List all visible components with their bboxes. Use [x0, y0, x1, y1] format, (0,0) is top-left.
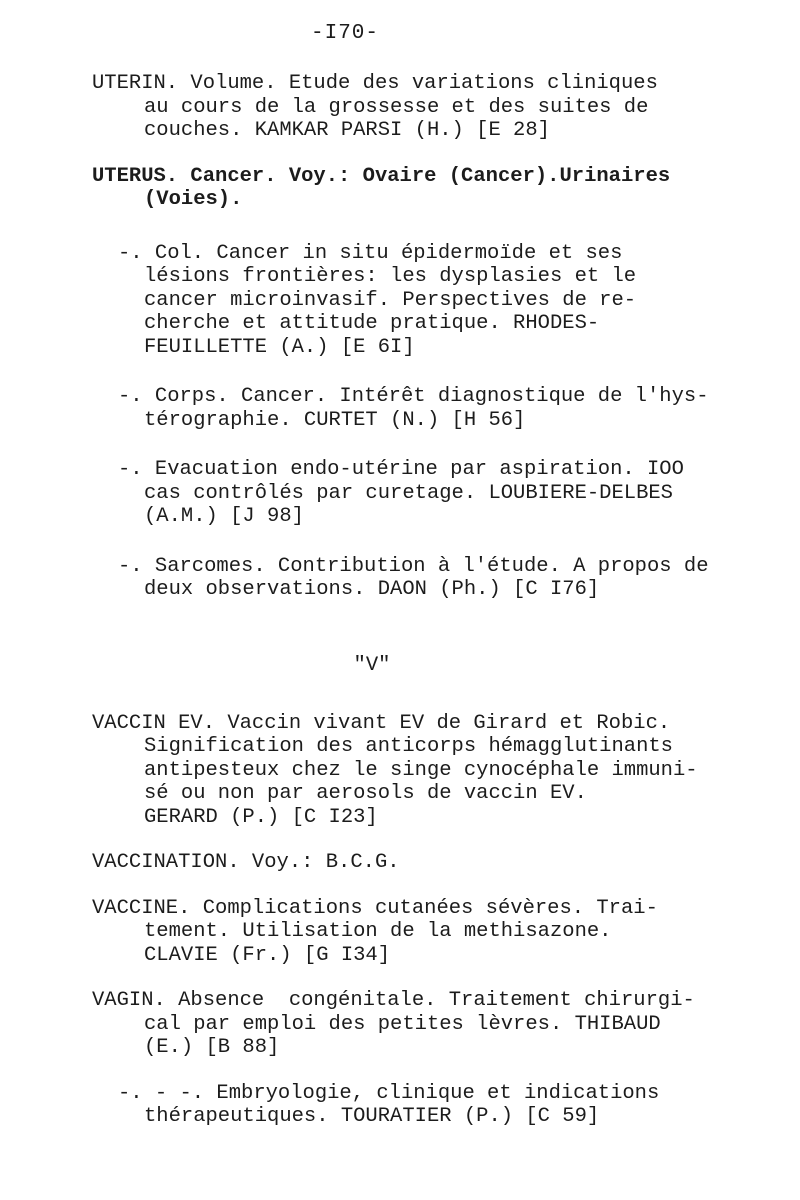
index-subentry-evacuation	[92, 458, 722, 529]
index-entry-vaccine	[92, 897, 722, 968]
entry-line: (A.M.) [J 98]	[144, 505, 304, 528]
index-entry-uterin	[92, 72, 722, 143]
entry-line: GERARD (P.) [C I23]	[144, 805, 378, 829]
index-entry-uterus	[92, 165, 722, 212]
entry-line: UTERIN. Volume. Etude des variations cliniques	[92, 72, 658, 95]
entry-line: -. Evacuation endo-utérine par aspiration. IOO	[118, 458, 684, 481]
entry-line: cherche et attitude pratique. RHODES-	[144, 312, 600, 335]
entry-line: antipesteux chez le singe cynocéphale immuni-	[144, 758, 698, 782]
entry-line: cal par emploi des petites lèvres. THIBAUD	[144, 1012, 661, 1036]
index-subentry-corps	[92, 385, 722, 432]
entry-line: VAGIN. Absence congénitale. Traitement chirurgi-	[92, 989, 695, 1012]
entry-line: (Voies).	[144, 188, 243, 211]
entry-line: VACCIN EV. Vaccin vivant EV de Girard et Robic.	[92, 711, 671, 735]
entry-line: VACCINE. Complications cutanées sévères. Trai-	[92, 896, 658, 920]
index-entry-vaccination	[92, 851, 722, 875]
entry-line: thérapeutiques. TOURATIER (P.) [C 59]	[144, 1105, 600, 1128]
entry-line: Signification des anticorps hémagglutinants	[144, 735, 673, 758]
entry-line: au cours de la grossesse et des suites de	[144, 95, 649, 119]
index-entry-vagin	[92, 989, 722, 1060]
entry-line: lésions frontières: les dysplasies et le	[144, 265, 637, 288]
entry-line: -. - -. Embryologie, clinique et indications	[118, 1081, 660, 1105]
entry-line: -. Sarcomes. Contribution à l'étude. A propos de	[118, 554, 709, 578]
entry-line: (E.) [B 88]	[144, 1036, 280, 1059]
index-subentry-col	[92, 242, 722, 360]
entry-line: UTERUS. Cancer. Voy.: Ovaire (Cancer).Urinaires	[92, 164, 671, 188]
entry-line: FEUILLETTE (A.) [E 6I]	[144, 335, 415, 359]
index-subentry-sarcomes	[92, 555, 722, 602]
section-letter-heading: "V"	[353, 653, 391, 677]
entry-line: -. Col. Cancer in situ épidermoïde et ses	[118, 241, 623, 265]
index-entry-vaccin-ev	[92, 712, 722, 830]
index-content	[92, 72, 722, 1155]
entry-line: cancer microinvasif. Perspectives de re-	[144, 288, 637, 312]
entry-line: VACCINATION. Voy.: B.C.G.	[92, 851, 400, 874]
entry-line: CLAVIE (Fr.) [G I34]	[144, 943, 391, 967]
entry-line: térographie. CURTET (N.) [H 56]	[144, 408, 526, 432]
entry-line: tement. Utilisation de la methisazone.	[144, 920, 612, 943]
page-number: -I70-	[310, 22, 379, 45]
entry-line: couches. KAMKAR PARSI (H.) [E 28]	[144, 119, 550, 142]
entry-line: sé ou non par aerosols de vaccin EV.	[144, 782, 587, 805]
entry-line: deux observations. DAON (Ph.) [C I76]	[144, 578, 600, 601]
index-subentry-embryologie	[92, 1082, 722, 1129]
entry-line: cas contrôlés par curetage. LOUBIERE-DELBES	[144, 481, 673, 505]
entry-line: -. Corps. Cancer. Intérêt diagnostique de l'hys-	[118, 385, 709, 408]
